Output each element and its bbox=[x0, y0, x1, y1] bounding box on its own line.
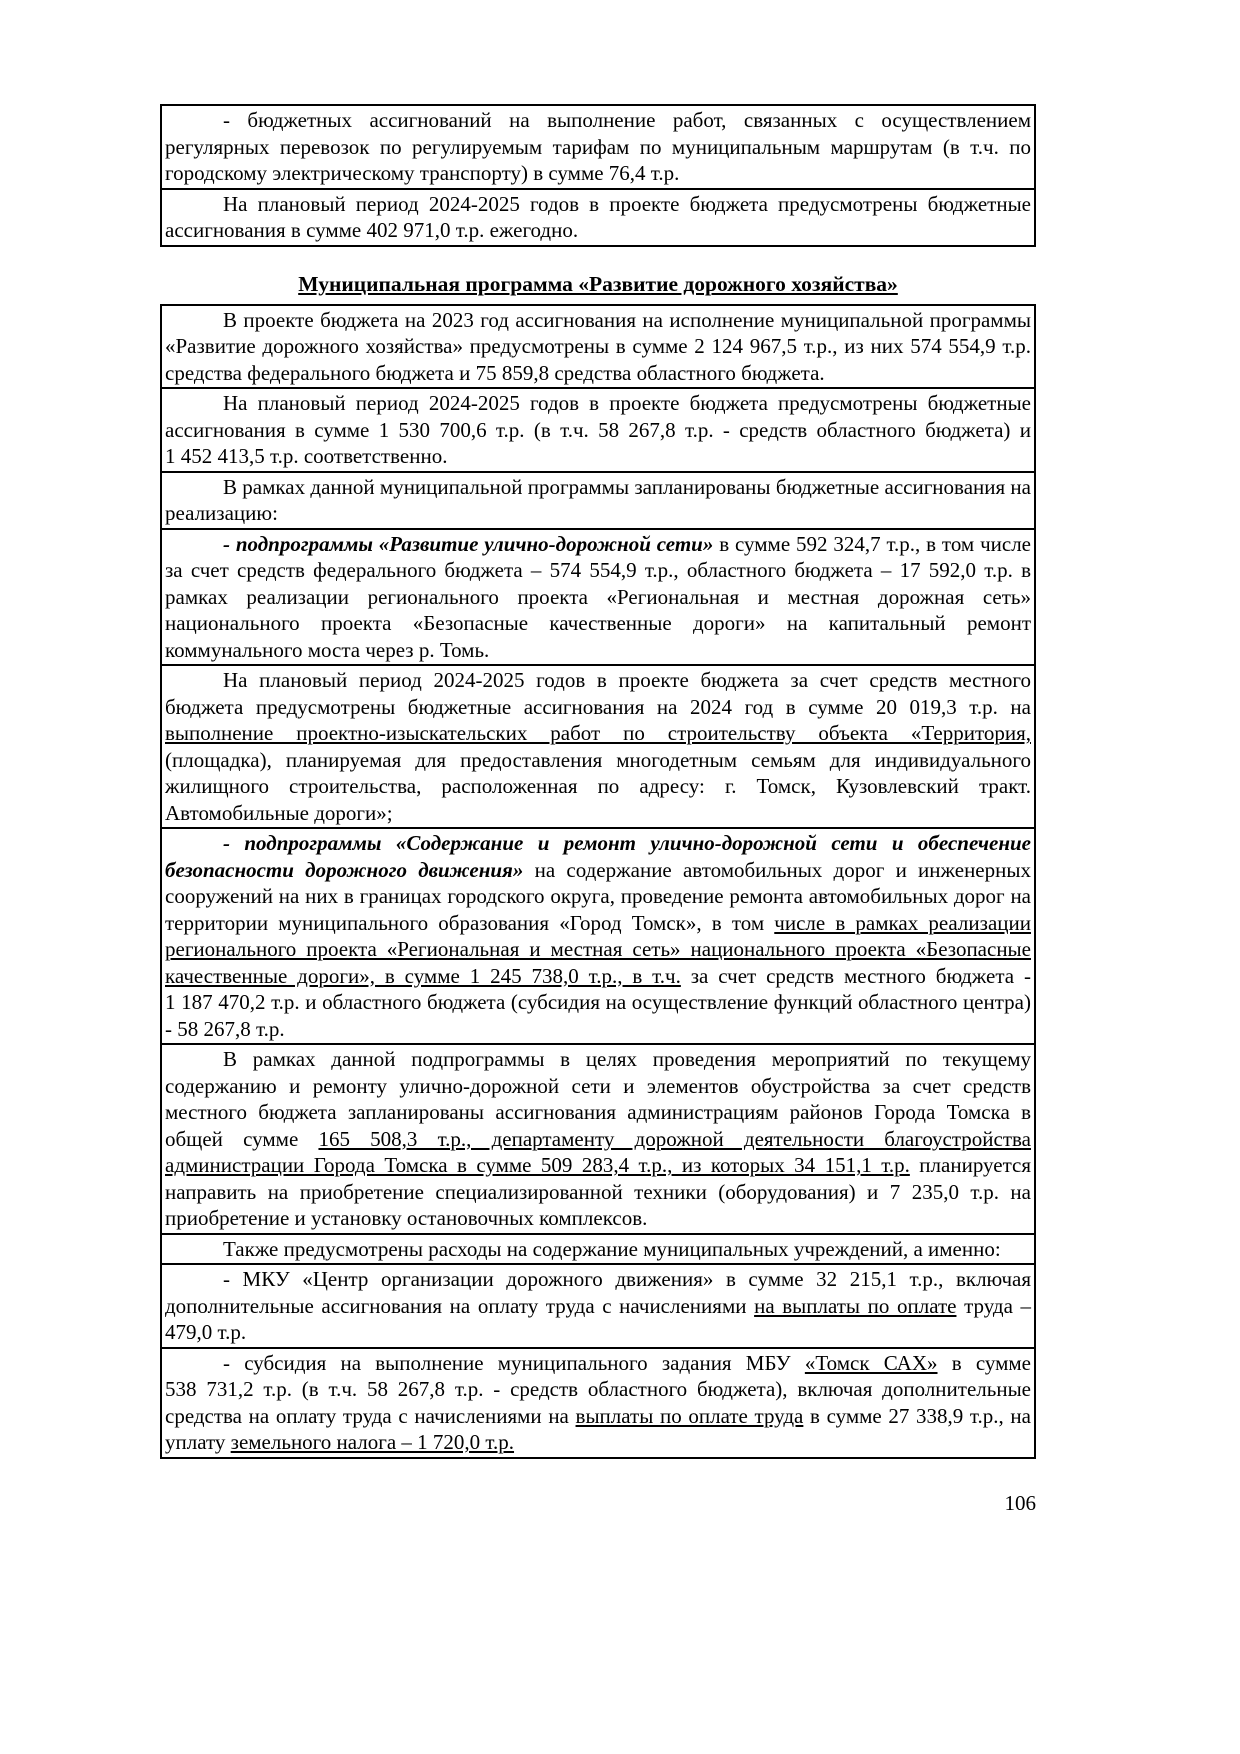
paragraph bbox=[160, 528, 1036, 667]
text-run: (площадка), планируемая для предоставления многодетным семьям для индивидуального жилищного строительства, расположенная по адресу: г. Томск, Кузовлевский тракт. Автомобильные дороги»; bbox=[165, 747, 1031, 825]
text-run: на содержание автомобильных дорог и инженерных сооружений на них в границах городского округа, проведение ремонта автомобильных дорог на территории муниципального образования «Город Томск», в том bbox=[165, 857, 1031, 935]
text-run: на выплаты по оплате bbox=[754, 1293, 957, 1318]
paragraph bbox=[160, 188, 1036, 247]
text-run: На плановый период 2024-2025 годов в проекте бюджета предусмотрены бюджетные ассигнования в сумме 402 971,0 т.р. ежегодно. bbox=[165, 191, 1031, 242]
section-heading-text: Муниципальная программа «Развитие дорожного хозяйства» bbox=[298, 271, 898, 296]
paragraph bbox=[160, 827, 1036, 1045]
text-run: земельного налога – 1 720,0 т.р. bbox=[230, 1430, 515, 1454]
paragraph bbox=[160, 471, 1036, 530]
text-run: Также предусмотрены расходы на содержание муниципальных учреждений, а именно: bbox=[223, 1236, 1001, 1261]
text-run: в сумме 592 324,7 т.р., в том числе за счет средств федерального бюджета – 574 554,9 т.р., областного бюджета – 17 592,0 т.р. в рамках реализации регионального проекта «Региональная и местная дорожная сеть» национального проекта «Безопасные качественные дороги» на капитальный ремонт коммунального моста через р. Томь. bbox=[165, 531, 1031, 662]
text-run: - подпрограммы «Содержание и ремонт улично-дорожной сети и обеспечение безопасности дорожного движения» bbox=[165, 831, 1031, 882]
text-run: - бюджетных ассигнований на выполнение работ, связанных с осуществлением регулярных перевозок по регулируемым тарифам по муниципальным маршрутам (в т.ч. по городскому электрическому транспорту) в сумме 76,4 т.р. bbox=[165, 108, 1031, 185]
paragraph bbox=[160, 1043, 1036, 1235]
text-run: «Томск САХ» bbox=[804, 1350, 938, 1375]
text-run: числе в рамках реализации регионального проекта «Региональная и местная сеть» национального проекта «Безопасные качественные дороги», в сумме 1 245 738,0 т.р., в т.ч. bbox=[165, 910, 1031, 988]
text-run: В проекте бюджета на 2023 год ассигнования на исполнение муниципальной программы «Развитие дорожного хозяйства» предусмотрены в сумме 2 124 967,5 т.р., из них 574 554,9 т.р. средства федерального бюджета и 75 859,8 средства областного бюджета. bbox=[165, 307, 1031, 385]
text-run: 165 508,3 т.р., департаменту дорожной деятельности благоустройства администрации Города Томска в сумме 509 283,4 т.р., из которых 34 151,1 т.р. bbox=[165, 1126, 1031, 1177]
paragraph bbox=[160, 1347, 1036, 1459]
paragraph bbox=[160, 387, 1036, 473]
paragraph bbox=[160, 664, 1036, 829]
text-run: На плановый период 2024-2025 годов в проекте бюджета предусмотрены бюджетные ассигнования в сумме 1 530 700,6 т.р. (в т.ч. 58 267,8 т.р. - средств областного бюджета) и 1 452 413,5 т.р. соответственно. bbox=[165, 391, 1031, 468]
section-heading bbox=[160, 271, 1036, 298]
text-run: за счет средств местного бюджета - 1 187 470,2 т.р. и областного бюджета (субсидия на осуществление функций областного центра) - 58 267,8 т.р. bbox=[165, 963, 1031, 1041]
document-body bbox=[160, 106, 1036, 1459]
paragraph bbox=[160, 104, 1036, 190]
text-run: труда – 479,0 т.р. bbox=[165, 1293, 1032, 1344]
text-run: - МКУ «Центр организации дорожного движения» в сумме 32 215,1 т.р., включая дополнительные ассигнования на оплату труда с начислениями bbox=[165, 1267, 1031, 1318]
paragraph bbox=[160, 1233, 1036, 1266]
text-run: выполнение проектно-изыскательских работ по строительству объекта «Территория, bbox=[165, 721, 1031, 745]
text-run: в сумме 538 731,2 т.р. (в т.ч. 58 267,8 т.р. - средств областного бюджета), включая дополнительные средства на оплату труда с начислениями на bbox=[165, 1350, 1031, 1428]
text-run: выплаты по оплате труда bbox=[575, 1403, 804, 1428]
text-run: В рамках данной муниципальной программы запланированы бюджетные ассигнования на реализацию: bbox=[165, 474, 1031, 525]
page-number: 106 bbox=[1004, 1491, 1036, 1515]
text-run: в сумме 27 338,9 т.р., на уплату bbox=[165, 1403, 1031, 1454]
paragraph bbox=[160, 304, 1036, 390]
text-run: - субсидия на выполнение муниципального задания МБУ bbox=[223, 1350, 805, 1375]
text-run: - подпрограммы «Развитие улично-дорожной сети» bbox=[223, 531, 714, 556]
text-run: планируется направить на приобретение специализированной техники (оборудования) и 7 235,0 т.р. на приобретение и установку остановочных комплексов. bbox=[165, 1153, 1031, 1230]
text-run: В рамках данной подпрограммы в целях проведения мероприятий по текущему содержанию и ремонту улично-дорожной сети и элементов обустройства за счет средств местного бюджета запланированы ассигнования администрациям районов Города Томска в общей сумме bbox=[165, 1047, 1031, 1151]
paragraph bbox=[160, 1263, 1036, 1349]
text-run: На плановый период 2024-2025 годов в проекте бюджета за счет средств местного бюджета предусмотрены бюджетные ассигнования на 2024 год в сумме 20 019,3 т.р. на bbox=[165, 668, 1031, 719]
